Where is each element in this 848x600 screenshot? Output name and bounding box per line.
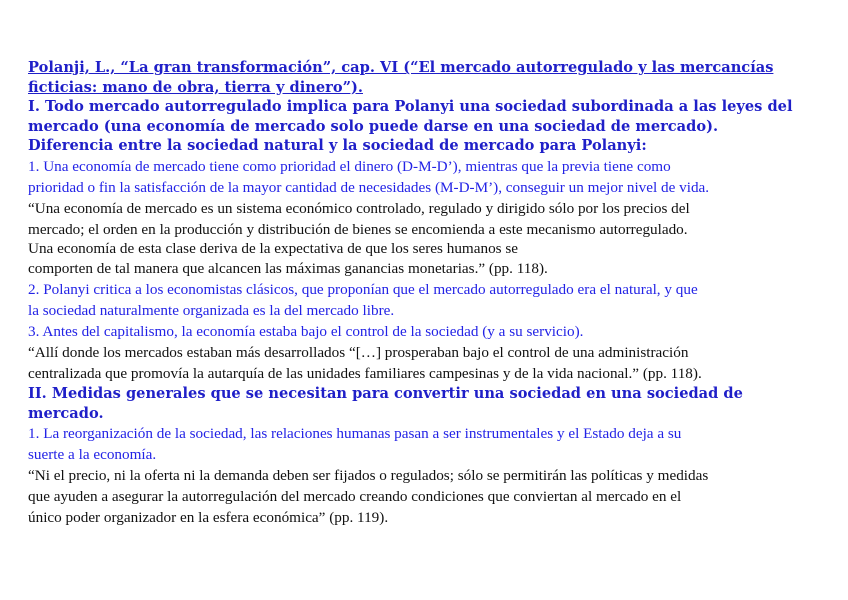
point-line: prioridad o fin la satisfacción de la mayor cantidad de necesidades (M-D-M’), conseguir un mejor nivel de vida. xyxy=(28,178,710,196)
point-line: 2. Polanyi critica a los economistas clásicos, que proponían que el mercado autorregulado era el natural, y que xyxy=(28,281,698,298)
quote-line: centralizada que promovía la autarquía de las unidades familiares campesinas y de la vida nacional.” (pp. 118). xyxy=(28,365,702,382)
title-line: ficticias: mano de obra, tierra y dinero”). xyxy=(28,78,363,96)
section-heading-line: I. Todo mercado autorregulado implica para Polanyi una sociedad subordinada a las leyes del xyxy=(28,98,793,115)
quote-2 xyxy=(28,342,828,384)
quote-line: “Allí donde los mercados estaban más desarrollados “[…] prosperaban bajo el control de una administración xyxy=(28,344,689,361)
document-page xyxy=(28,58,828,528)
section-1-heading xyxy=(28,97,828,136)
title-line: Polanji, L., “La gran transformación”, cap. VI (“El mercado autorregulado y las mercancías xyxy=(28,59,774,76)
quote-line: mercado; el orden en la producción y distribución de bienes se encomienda a este mecanismo autorregulado. xyxy=(28,220,688,238)
quote-line: “Una economía de mercado es un sistema económico controlado, regulado y dirigido sólo por los precios del xyxy=(28,199,690,217)
section-2-point-1 xyxy=(28,423,828,465)
quote-line: “Ni el precio, ni la oferta ni la demanda deben ser fijados o regulados; sólo se permitirán las políticas y medidas xyxy=(28,467,709,484)
section-1-subheading: Diferencia entre la sociedad natural y la sociedad de mercado para Polanyi: xyxy=(28,137,647,154)
quote-3 xyxy=(28,465,828,528)
quote-line: único poder organizador en la esfera económica” (pp. 119). xyxy=(28,509,389,526)
point-1 xyxy=(28,156,828,198)
point-line: 1. Una economía de mercado tiene como prioridad el dinero (D-M-D’), mientras que la previa tiene como xyxy=(28,157,671,175)
quote-line: que ayuden a asegurar la autorregulación del mercado creando condiciones que conviertan al mercado en el xyxy=(28,488,682,505)
point-2 xyxy=(28,279,828,321)
document-title xyxy=(28,58,828,97)
point-line: suerte a la economía. xyxy=(28,446,157,463)
point-line: la sociedad naturalmente organizada es la del mercado libre. xyxy=(28,302,395,319)
quote-1 xyxy=(28,198,828,280)
quote-line: Una economía de esta clase deriva de la expectativa de que los seres humanos se xyxy=(28,239,519,257)
point-3: 3. Antes del capitalismo, la economía estaba bajo el control de la sociedad (y a su servicio). xyxy=(28,323,584,340)
quote-line: comporten de tal manera que alcancen las máximas ganancias monetarias.” (pp. 118). xyxy=(28,260,548,277)
point-line: 1. La reorganización de la sociedad, las relaciones humanas pasan a ser instrumentales y el Estado deja a su xyxy=(28,425,682,442)
section-heading-line: mercado. xyxy=(28,404,104,422)
section-heading-line: mercado (una economía de mercado solo puede darse en una sociedad de mercado). xyxy=(28,117,719,135)
section-heading-line: II. Medidas generales que se necesitan para convertir una sociedad en una sociedad de xyxy=(28,385,743,402)
section-2-heading xyxy=(28,384,828,423)
